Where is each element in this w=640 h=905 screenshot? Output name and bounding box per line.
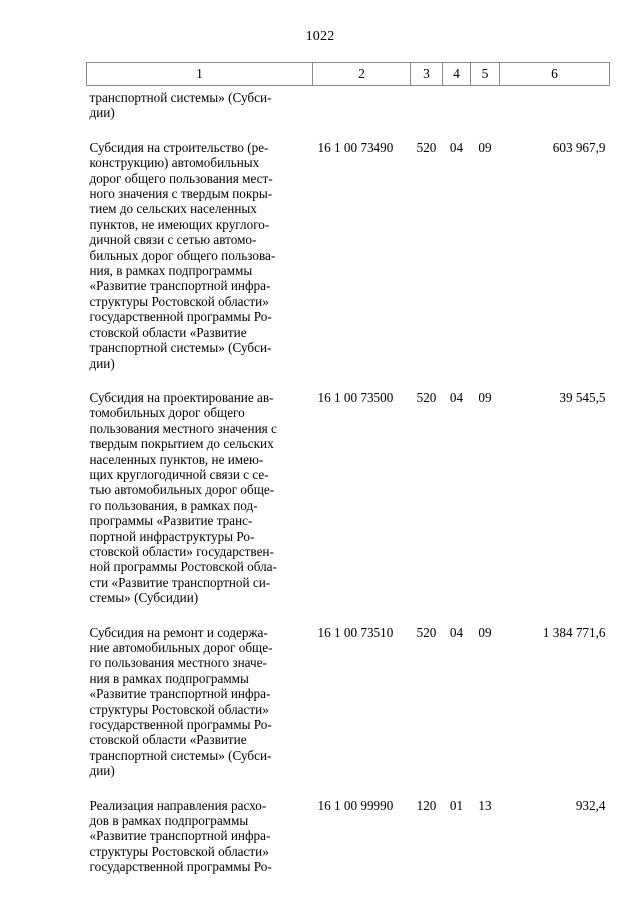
row-col-4: 04 [449,624,464,640]
row-col-3 [411,86,443,138]
row-amount: 603 967,9 [552,139,606,155]
header-col-2: 2 [313,63,411,86]
row-col-5: 13 [478,797,492,813]
row-code [313,86,411,138]
budget-table [86,62,610,892]
row-amount: 39 545,5 [559,389,606,405]
page-number: 1022 [305,29,335,44]
table-row [87,138,610,388]
row-amount [500,86,610,138]
header-col-4: 4 [443,63,471,86]
row-name: Субсидия на ремонт и содержа- ние автомобильных дорог обще- го пользования местного значе- ния в рамках подпрограммы «Развитие транспортной инфра- структуры Ростовской области» государственной программы Ро- стовской области «Развитие транспортной системы» (Субси- дии) [89,624,273,779]
row-col-4: 04 [449,139,464,155]
table-row [87,86,610,138]
row-col-4: 04 [449,389,464,405]
row-amount: 1 384 771,6 [542,624,606,640]
table-row [87,388,610,623]
row-name: Реализация направления расхо- дов в рамках подпрограммы «Развитие транспортной инфра- структуры Ростовской области» государственной программы Ро- [89,797,272,875]
header-col-1: 1 [87,63,313,86]
header-col-5: 5 [471,63,500,86]
row-col-3: 520 [416,139,437,155]
row-code: 16 1 00 99990 [317,797,394,813]
row-code: 16 1 00 73490 [317,139,394,155]
row-name: транспортной системы» (Субси- дии) [89,90,272,121]
row-col-3: 520 [416,389,437,405]
table-row [87,623,610,796]
row-code: 16 1 00 73510 [317,624,394,640]
row-amount: 932,4 [575,797,606,813]
header-row [87,63,610,86]
row-col-4 [443,86,471,138]
row-col-3: 520 [416,624,437,640]
table-row [87,796,610,892]
row-col-3: 120 [416,797,437,813]
header-col-3: 3 [411,63,443,86]
row-name: Субсидия на проектирование ав- томобильных дорог общего пользования местного значения с твердым покрытием до сельских населенных пунктов, не имею- щих круглогодичной связи с се- тью автомобильных дорог обще- го пользования, в рамках под- программы «Развитие транс- портной инфраструктуры Ро- стовской области» государствен- ной программы Ростовской обла- сти «Развитие транспортной си- стемы» (Субсидии) [89,389,277,606]
row-col-5 [471,86,500,138]
row-code: 16 1 00 73500 [317,389,394,405]
header-col-6: 6 [500,63,610,86]
row-col-4: 01 [449,797,464,813]
row-col-5: 09 [478,139,492,155]
row-col-5: 09 [478,389,492,405]
row-col-5: 09 [478,624,492,640]
row-name: Субсидия на строительство (ре- конструкцию) автомобильных дорог общего пользования мест- ного значения с твердым покры- тием до сельских населенных пунктов, не имеющих круглого- дичной связи с сетью автомо- бильных дорог общего пользова- ния, в рамках подпрограммы «Развитие транспортной инфра- структуры Ростовской области» государственной программы Ро- стовской области «Развитие транспортной системы» (Субси- дии) [89,139,276,371]
